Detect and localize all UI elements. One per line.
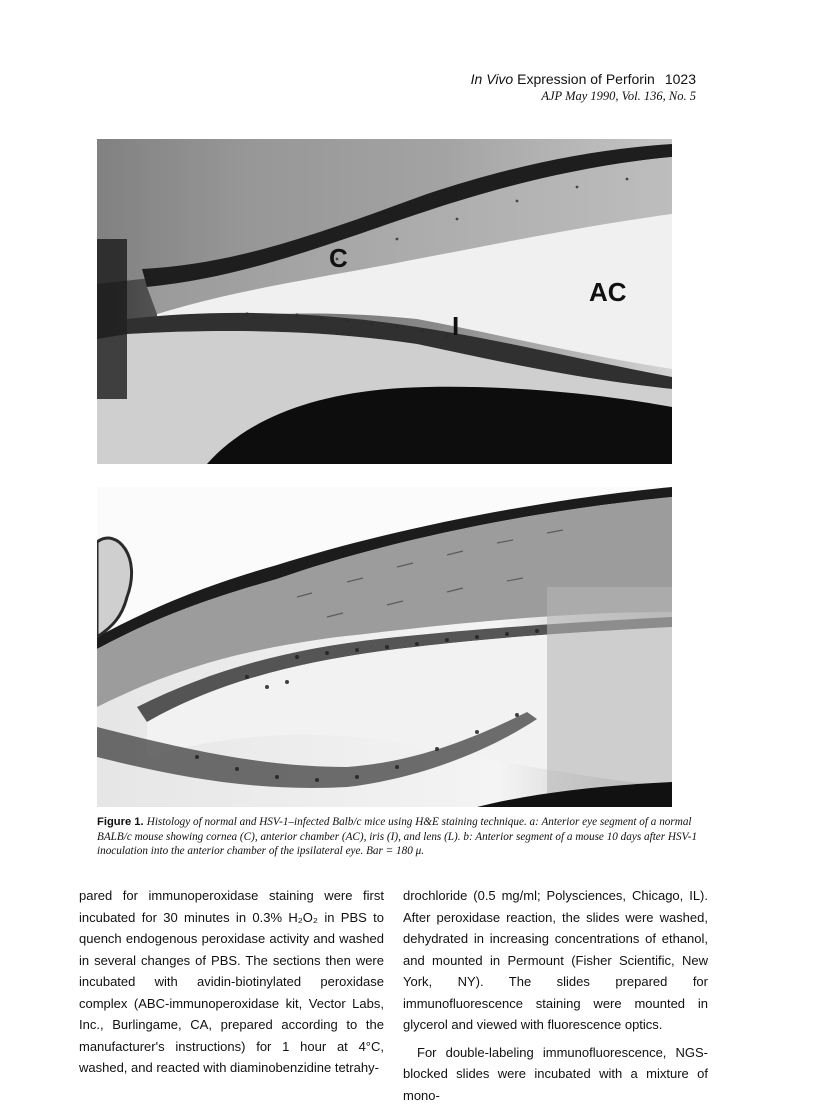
paragraph-right-1: drochloride (0.5 mg/ml; Polysciences, Chicago, IL). After peroxidase reaction, the slides were washed, dehydrated in increasing concentrations of ethanol, and mounted in Permount (Fisher Scientific, New York, NY). The slides prepared for immunofluorescence staining were mounted in glycerol and viewed with fluorescence optics. (403, 885, 708, 1036)
running-title (471, 70, 696, 88)
figure-1b-image (97, 487, 672, 807)
label-cornea: C (329, 243, 348, 273)
running-title-italic: In Vivo (471, 71, 514, 87)
figure-caption-text: Histology of normal and HSV-1–infected Balb/c mice using H&E staining technique. a: Anterior eye segment of a normal BALB/c mouse showing cornea (C), anterior chamber (AC), iris (I), and lens (L). b: Anterior segment of a mouse 10 days after HSV-1 inoculation into the anterior chamber of the ipsilateral eye. Bar = 180 μ. (97, 816, 697, 857)
label-iris: I (452, 311, 459, 341)
running-title-rest: Expression of Perforin (517, 71, 655, 87)
paragraph-left: pared for immunoperoxidase staining were first incubated for 30 minutes in 0.3% H₂O₂ in PBS to quench endogenous peroxidase activity and washed in several changes of PBS. The sections then were incubated with avidin-biotinylated peroxidase complex (ABC-immunoperoxidase kit, Vector Labs, Inc., Burlingame, CA, prepared according to the manufacturer's instructions) for 1 hour at 4°C, washed, and reacted with diaminobenzidine tetrahy- (79, 885, 384, 1079)
body-column-left (79, 885, 384, 1079)
figure-1a-micrograph (97, 139, 672, 464)
paragraph-right-2: For double-labeling immunofluorescence, NGS-blocked slides were incubated with a mixture of mono- (403, 1042, 708, 1106)
journal-line: AJP May 1990, Vol. 136, No. 5 (471, 88, 696, 105)
page-number: 1023 (665, 71, 696, 87)
body-column-right (403, 885, 708, 1106)
figure-1a-image (97, 139, 672, 464)
figure-label: Figure 1. (97, 816, 144, 828)
running-head (471, 70, 696, 105)
label-anterior-chamber: AC (589, 277, 627, 307)
figure-caption (97, 815, 702, 859)
figure-1b-micrograph (97, 487, 672, 807)
